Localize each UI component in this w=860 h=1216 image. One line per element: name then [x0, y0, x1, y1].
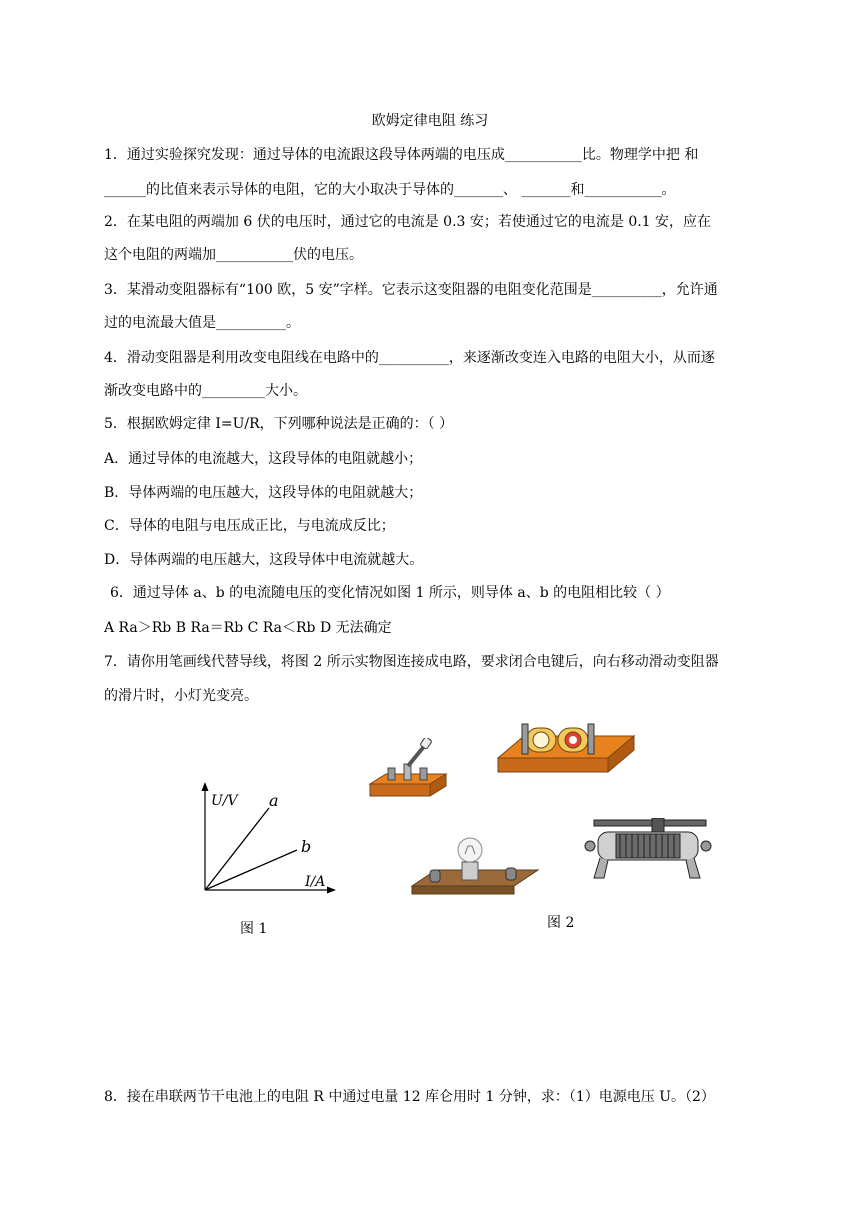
line-a: [205, 808, 269, 890]
question-8-line-1: 8．接在串联两节干电池上的电阻 R 中通过电量 12 库仑用时 1 分钟，求：（1）电源电压 U。（2）: [104, 1089, 715, 1105]
figure-1-caption: 图 1: [240, 921, 268, 937]
question-5-stem: 5．根据欧姆定律 I=U/R，下列哪种说法是正确的：（ ）: [104, 416, 454, 432]
question-1-line-2: ______的比值来表示导体的电阻，它的大小取决于导体的_______、 _______和___________。: [104, 182, 676, 198]
question-5-option-c: C．导体的电阻与电压成正比，与电流成反比；: [104, 518, 395, 534]
question-6-options: A Ra＞Rb B Ra＝Rb C Ra＜Rb D 无法确定: [104, 620, 392, 636]
x-axis-arrow: [327, 887, 336, 894]
light-bulb-image: [410, 834, 542, 898]
line-a-label: a: [269, 791, 279, 810]
rheostat-image: [582, 818, 712, 882]
x-axis-label: I/A: [305, 874, 326, 890]
line-b-label: b: [301, 837, 312, 856]
question-1-line-1: 1．通过实验探究发现：通过导体的电流跟这段导体两端的电压成___________比。物理学中把 和: [104, 147, 699, 163]
question-2-line-2: 这个电阻的两端加___________伏的电压。: [104, 247, 363, 263]
figure-1-graph: [185, 778, 345, 898]
figure-2-caption: 图 2: [547, 915, 575, 931]
line-b: [205, 850, 297, 890]
question-5-option-a: A．通过导体的电流越大，这段导体的电阻就越小；: [104, 451, 423, 467]
y-axis-label: U/V: [211, 793, 238, 809]
question-7-line-2: 的滑片时，小灯光变亮。: [104, 688, 258, 704]
question-4-line-2: 渐改变电路中的_________大小。: [104, 383, 307, 399]
question-4-line-1: 4．滑动变阻器是利用改变电阻线在电路中的__________，来逐渐改变连入电路的电阻大小，从而逐: [104, 350, 715, 366]
knife-switch-image: [368, 738, 448, 802]
page-title: 欧姆定律电阻 练习: [371, 113, 489, 129]
question-6-stem: 6．通过导体 a、b 的电流随电压的变化情况如图 1 所示，则导体 a、b 的电阻相比较（ ）: [110, 585, 670, 601]
question-5-option-d: D．导体两端的电压越大，这段导体中电流就越大。: [104, 552, 424, 568]
question-3-line-2: 过的电流最大值是__________。: [104, 315, 300, 331]
y-axis-arrow: [202, 782, 209, 791]
battery-holder-image: [496, 716, 636, 778]
question-7-line-1: 7．请你用笔画线代替导线，将图 2 所示实物图连接成电路，要求闭合电键后，向右移动滑动变阻器: [104, 654, 719, 670]
question-3-line-1: 3．某滑动变阻器标有“100 欧，5 安”字样。它表示这变阻器的电阻变化范围是__________，允许通: [104, 282, 718, 298]
question-5-option-b: B．导体两端的电压越大，这段导体的电阻就越大；: [104, 485, 423, 501]
question-2-line-1: 2．在某电阻的两端加 6 伏的电压时，通过它的电流是 0.3 安；若使通过它的电流是 0.1 安，应在: [104, 214, 712, 230]
